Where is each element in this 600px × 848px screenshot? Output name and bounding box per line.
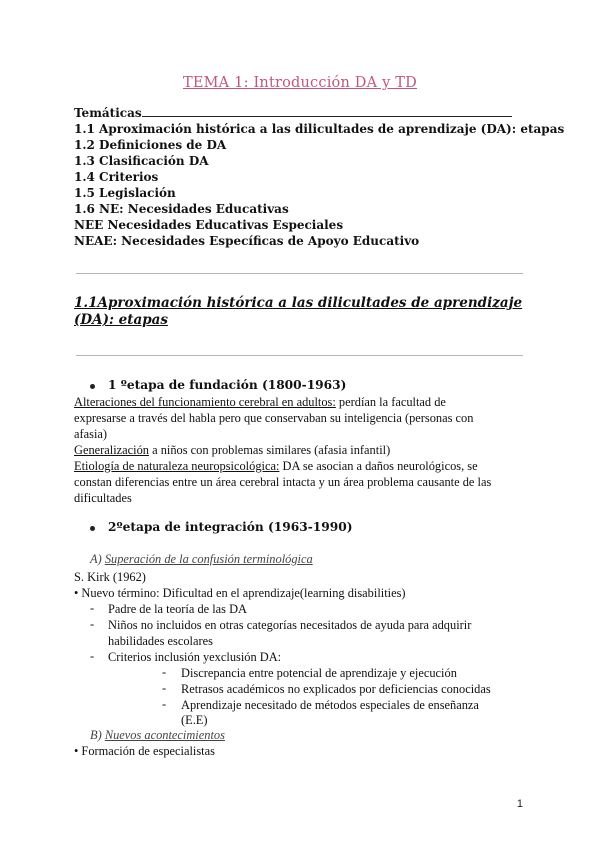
stage1-p1-line: expresarse a través del habla pero que conservaban su inteligencia (personas con [74,411,474,425]
nested-dash-marker: - [162,697,167,711]
nested-item-cont: (E.E) [181,713,208,727]
tematica-item: 1.6 NE: Necesidades Educativas [74,202,289,216]
stage1-p1-text: perdían la facultad de [335,395,446,409]
tematica-item: 1.2 Definiciones de DA [74,138,227,152]
subsection-a [90,552,313,567]
divider [76,355,523,356]
tematicas-heading-text: Temáticas [74,106,142,120]
tematicas-rule [142,106,512,117]
tematica-item: NEAE: Necesidades Específicas de Apoyo Educativo [74,234,420,248]
stage1-paragraph-3 [74,458,478,475]
document-title: TEMA 1: Introducción DA y TD [182,75,418,91]
nested-item: Retrasos académicos no explicados por deficiencias conocidas [181,682,491,696]
tematicas-heading [74,106,512,120]
nuevo-termino-line: • Nuevo término: Dificultad en el aprendizaje(learning disabilities) [74,586,406,600]
section-title: 1.1Aproximación histórica a las dilicultades de aprendizaje (DA): etapas [74,295,523,328]
stage1-p3-text: DA se asocian a daños neurológicos, se [279,459,478,473]
stage1-p3-line: dificultades [74,491,132,505]
tematica-item: 1.5 Legislación [74,186,176,200]
divider [76,273,523,274]
page-number: 1 [516,798,523,810]
bullet-icon [90,526,95,531]
stage1-p3-label: Etiología de naturaleza neuropsicológica: [74,459,280,473]
stage1-p1-label: Alteraciones del funcionamiento cerebral en adultos: [74,395,336,409]
dash-item-cont: habilidades escolares [108,634,213,648]
nested-dash-marker: - [162,665,167,679]
nested-item: Discrepancia entre potencial de aprendizaje y ejecución [181,666,457,680]
tematica-item: 1.4 Criterios [74,170,159,184]
dash-item: Niños no incluidos en otras categorías necesitados de ayuda para adquirir [108,618,472,632]
dash-marker: - [90,601,95,615]
author-line: S. Kirk (1962) [74,570,146,584]
subsection-b-title: Nuevos acontecimientos [104,728,225,742]
dash-item: Padre de la teoría de las DA [108,602,247,616]
subsection-b-letter: B) [90,728,102,742]
formacion-line: • Formación de especialistas [74,744,215,758]
subsection-a-title: Superación de la confusión terminológica [104,552,313,566]
nested-dash-marker: - [162,681,167,695]
stage2-heading: 2ºetapa de integración (1963-1990) [108,520,353,534]
stage1-paragraph-2 [74,442,390,459]
stage1-heading: 1 ºetapa de fundación (1800-1963) [108,378,347,392]
stage1-p3-line: constan diferencias entre un área cerebral intacta y un área problema causante de las [74,475,492,489]
nested-item: Aprendizaje necesitado de métodos especiales de enseñanza [181,698,479,712]
dash-item: Criterios inclusión yexclusión DA: [108,650,282,664]
dash-marker: - [90,617,95,631]
stage1-paragraph-1 [74,394,446,411]
tematica-item: 1.3 Clasificación DA [74,154,209,168]
subsection-a-letter: A) [90,552,102,566]
dash-marker: - [90,649,95,663]
tematica-item: NEE Necesidades Educativas Especiales [74,218,344,232]
stage1-p2-label: Generalización [74,443,149,457]
stage1-p2-text: a niños con problemas similares (afasia infantil) [149,443,391,457]
tematica-item: 1.1 Aproximación histórica a las dilicultades de aprendizaje (DA): etapas [74,122,565,136]
bullet-icon [90,384,95,389]
subsection-b [90,728,225,743]
stage1-p1-line: afasia) [74,427,108,441]
